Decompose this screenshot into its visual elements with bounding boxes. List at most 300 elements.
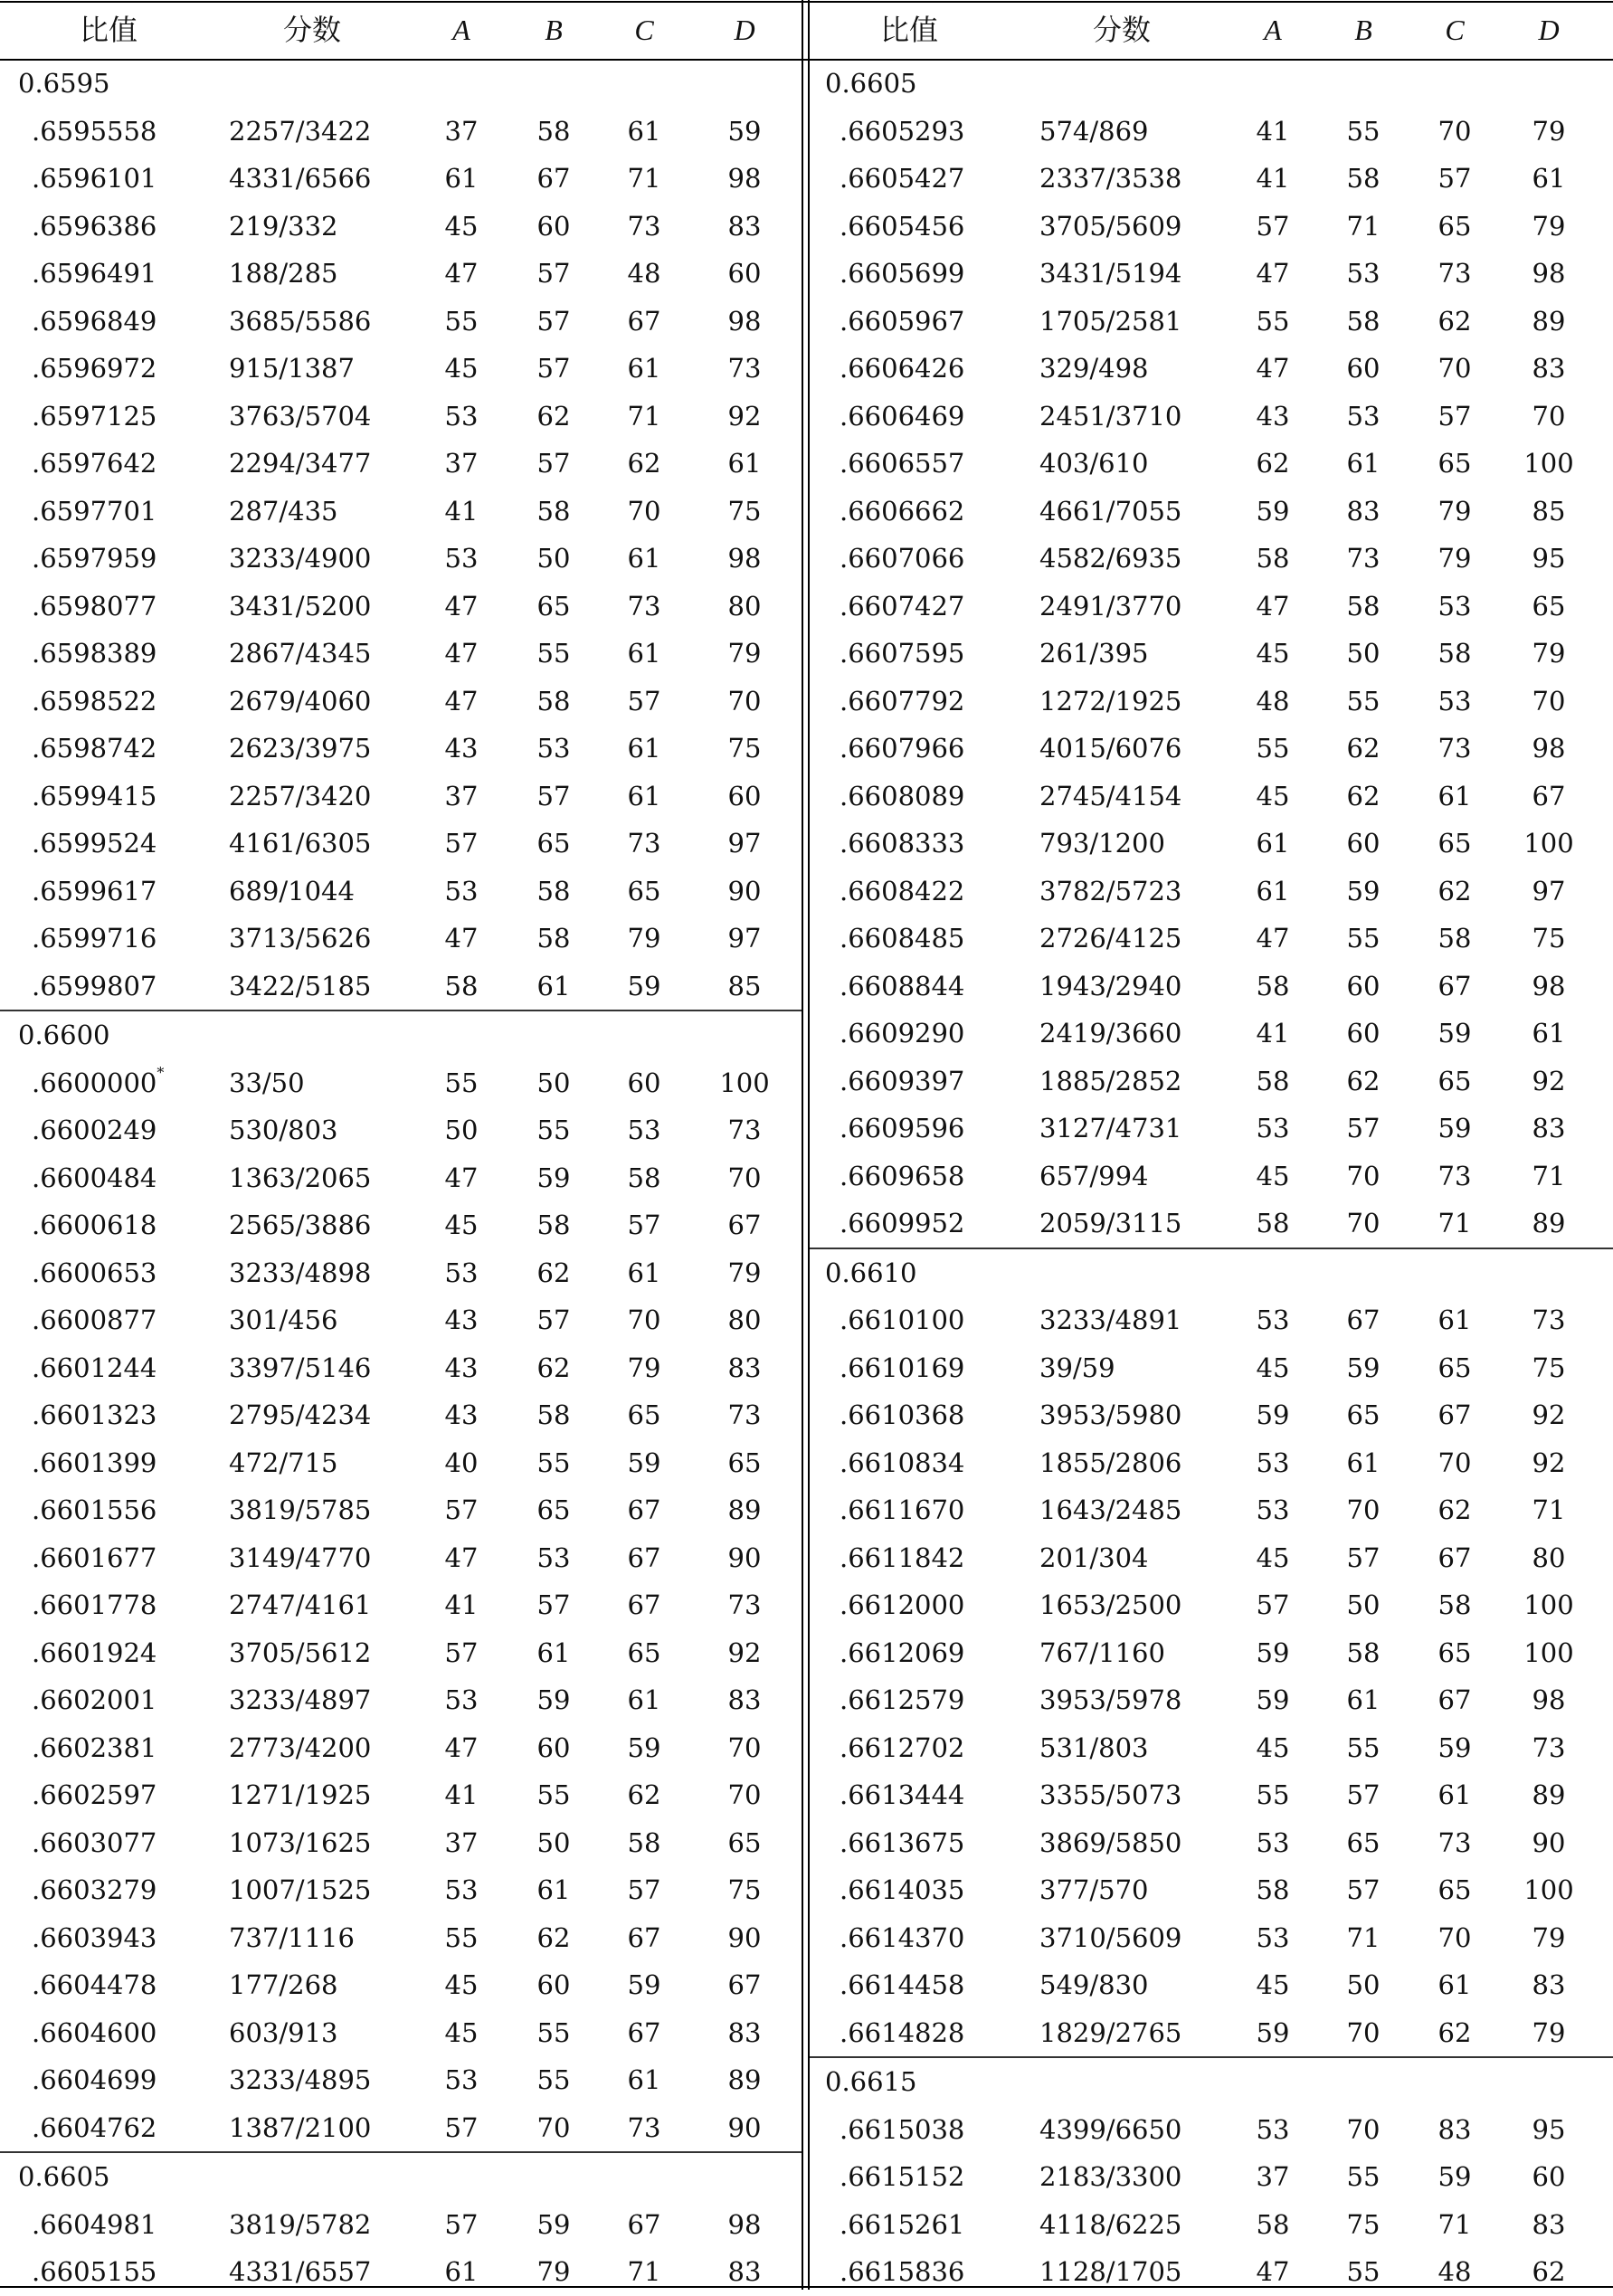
gear-d-cell: 80 bbox=[1532, 1542, 1566, 1573]
fraction-cell: 188/285 bbox=[229, 258, 338, 289]
gear-a-cell: 45 bbox=[1256, 1160, 1290, 1191]
gear-c-cell: 70 bbox=[1437, 1447, 1472, 1478]
ratio-cell bbox=[32, 440, 157, 488]
table-row bbox=[0, 2201, 802, 2249]
gear-c-cell: 58 bbox=[1437, 1589, 1472, 1620]
ratio-value: .6601244 bbox=[32, 1352, 157, 1383]
gear-b-cell: 57 bbox=[536, 258, 571, 289]
gear-c-cell: 70 bbox=[627, 1305, 661, 1335]
gear-c-cell: 59 bbox=[627, 1447, 661, 1478]
gear-d-cell: 73 bbox=[1532, 1731, 1566, 1763]
ratio-value: .6608422 bbox=[840, 875, 965, 906]
table-row bbox=[810, 1200, 1613, 1248]
gear-c-cell: 83 bbox=[1437, 2113, 1472, 2145]
gear-d-cell: 65 bbox=[727, 1826, 762, 1858]
gear-a-cell: 41 bbox=[1256, 1018, 1290, 1048]
ratio-value: .6614035 bbox=[840, 1874, 965, 1905]
gear-a-cell: 55 bbox=[444, 1921, 479, 1953]
ratio-value: .6608844 bbox=[840, 970, 965, 1001]
fraction-cell: 3233/4897 bbox=[229, 1684, 372, 1715]
gear-c-cell: 67 bbox=[1437, 970, 1472, 1001]
ratio-cell bbox=[32, 488, 157, 536]
ratio-value: .6605427 bbox=[840, 163, 965, 194]
gear-a-cell: 55 bbox=[1256, 733, 1290, 764]
table-row bbox=[0, 488, 802, 536]
table-row bbox=[0, 1249, 802, 1297]
gear-a-cell: 53 bbox=[1256, 1494, 1290, 1525]
gear-c-cell: 53 bbox=[1437, 685, 1472, 716]
ratio-value: .6606662 bbox=[840, 495, 965, 527]
fraction-cell: 2257/3422 bbox=[229, 115, 372, 147]
ratio-value: .6596491 bbox=[32, 258, 157, 289]
ratio-cell bbox=[32, 1296, 157, 1344]
gear-c-cell: 53 bbox=[1437, 590, 1472, 621]
table-row bbox=[810, 1629, 1613, 1677]
ratio-cell bbox=[840, 678, 964, 726]
table-row bbox=[810, 345, 1613, 393]
gear-b-cell: 55 bbox=[1346, 2256, 1381, 2287]
gear-a-cell: 45 bbox=[1256, 1542, 1290, 1573]
gear-b-cell: 70 bbox=[536, 2111, 571, 2143]
fraction-cell: 4331/6557 bbox=[229, 2256, 372, 2287]
gear-d-cell: 98 bbox=[1532, 733, 1566, 764]
ratio-cell bbox=[840, 1391, 964, 1439]
gear-c-cell: 57 bbox=[1437, 400, 1472, 432]
gear-a-cell: 61 bbox=[444, 163, 479, 194]
ratio-value: .6610100 bbox=[840, 1305, 965, 1335]
table-row bbox=[810, 2106, 1613, 2154]
gear-c-cell: 62 bbox=[627, 448, 661, 479]
gear-a-cell: 45 bbox=[444, 2016, 479, 2048]
gear-a-cell: 43 bbox=[444, 1305, 479, 1335]
ratio-cell bbox=[840, 393, 964, 441]
ratio-value: .6598522 bbox=[32, 685, 157, 716]
fraction-cell: 4661/7055 bbox=[1039, 495, 1182, 527]
gear-d-cell: 83 bbox=[727, 2016, 762, 2048]
gear-c-cell: 57 bbox=[627, 685, 661, 716]
ratio-value: .6602597 bbox=[32, 1779, 157, 1810]
gear-d-cell: 73 bbox=[727, 1399, 762, 1430]
gear-d-cell: 75 bbox=[727, 495, 762, 527]
gear-c-cell: 57 bbox=[1437, 163, 1472, 194]
gear-d-cell: 61 bbox=[1532, 1018, 1566, 1048]
gear-a-cell: 58 bbox=[1256, 1874, 1290, 1905]
ratio-cell bbox=[32, 630, 157, 678]
gear-b-cell: 50 bbox=[536, 543, 571, 574]
gear-c-cell: 61 bbox=[1437, 1779, 1472, 1810]
gear-d-cell: 59 bbox=[727, 115, 762, 147]
gear-a-cell: 53 bbox=[444, 1874, 479, 1905]
ratio-cell bbox=[840, 488, 964, 536]
ratio-cell bbox=[32, 2009, 157, 2057]
gear-a-cell: 53 bbox=[444, 1684, 479, 1715]
ratio-cell bbox=[840, 1866, 964, 1914]
gear-a-cell: 59 bbox=[1256, 2016, 1290, 2048]
gear-d-cell: 97 bbox=[727, 828, 762, 859]
ratio-cell bbox=[840, 1676, 964, 1724]
ratio-cell bbox=[840, 1771, 964, 1819]
gear-c-cell: 61 bbox=[627, 353, 661, 384]
header-d: D bbox=[734, 14, 755, 46]
ratio-cell bbox=[840, 1961, 964, 2009]
gear-c-cell: 61 bbox=[1437, 1305, 1472, 1335]
fraction-cell: 2867/4345 bbox=[229, 638, 372, 669]
ratio-value: .6612702 bbox=[840, 1731, 965, 1763]
ratio-value: .6609290 bbox=[840, 1018, 965, 1048]
gear-b-cell: 61 bbox=[1346, 448, 1381, 479]
header-b: B bbox=[545, 14, 563, 46]
table-row bbox=[0, 203, 802, 251]
gear-d-cell: 75 bbox=[727, 1874, 762, 1905]
gear-d-cell: 90 bbox=[727, 875, 762, 906]
gear-b-cell: 62 bbox=[1346, 780, 1381, 811]
ratio-value: .6596972 bbox=[32, 353, 157, 384]
fraction-cell: 3127/4731 bbox=[1039, 1113, 1182, 1143]
fraction-cell: 2679/4060 bbox=[229, 685, 372, 716]
gear-c-cell: 57 bbox=[627, 1210, 661, 1240]
ratio-value: .6601323 bbox=[32, 1399, 157, 1430]
ratio-value: .6608485 bbox=[840, 923, 965, 954]
gear-b-cell: 55 bbox=[536, 638, 571, 669]
fraction-cell: 3782/5723 bbox=[1039, 875, 1182, 906]
gear-a-cell: 53 bbox=[444, 875, 479, 906]
table-row bbox=[0, 108, 802, 156]
ratio-cell bbox=[840, 535, 964, 583]
ratio-value: .6600000 bbox=[32, 1067, 157, 1098]
ratio-value: .6605456 bbox=[840, 210, 965, 242]
gear-b-cell: 65 bbox=[536, 828, 571, 859]
gear-d-cell: 60 bbox=[727, 258, 762, 289]
fraction-cell: 2745/4154 bbox=[1039, 780, 1182, 811]
ratio-value: .6601924 bbox=[32, 1637, 157, 1668]
left-header bbox=[0, 0, 802, 60]
gear-b-cell: 58 bbox=[536, 923, 571, 954]
gear-b-cell: 71 bbox=[1346, 1921, 1381, 1953]
gear-b-cell: 62 bbox=[536, 1352, 571, 1383]
gear-a-cell: 45 bbox=[1256, 1969, 1290, 2000]
table-row bbox=[0, 1296, 802, 1344]
fraction-cell: 1271/1925 bbox=[229, 1779, 372, 1810]
gear-b-cell: 65 bbox=[536, 1494, 571, 1525]
fraction-cell: 3763/5704 bbox=[229, 400, 372, 432]
fraction-cell: 2726/4125 bbox=[1039, 923, 1182, 954]
gear-b-cell: 59 bbox=[536, 1684, 571, 1715]
gear-c-cell: 61 bbox=[627, 638, 661, 669]
gear-a-cell: 59 bbox=[1256, 495, 1290, 527]
gear-a-cell: 47 bbox=[444, 1162, 479, 1193]
gear-b-cell: 55 bbox=[536, 1115, 571, 1145]
gear-d-cell: 65 bbox=[727, 1447, 762, 1478]
gear-b-cell: 61 bbox=[536, 1874, 571, 1905]
group-header-row bbox=[0, 1010, 802, 1059]
fraction-cell: 377/570 bbox=[1039, 1874, 1149, 1905]
gear-c-cell: 59 bbox=[627, 970, 661, 1001]
gear-b-cell: 67 bbox=[1346, 1305, 1381, 1335]
ratio-value: .6604981 bbox=[32, 2208, 157, 2240]
gear-b-cell: 62 bbox=[536, 1257, 571, 1288]
gear-c-cell: 67 bbox=[627, 305, 661, 337]
ratio-cell bbox=[32, 1059, 164, 1107]
gear-d-cell: 100 bbox=[1523, 448, 1574, 479]
gear-a-cell: 55 bbox=[1256, 1779, 1290, 1810]
ratio-value: .6606426 bbox=[840, 353, 965, 384]
table-row bbox=[0, 1961, 802, 2009]
ratio-value: .6615261 bbox=[840, 2208, 965, 2240]
gear-b-cell: 53 bbox=[1346, 400, 1381, 432]
table-row bbox=[0, 1059, 802, 1107]
ratio-cell bbox=[840, 1581, 964, 1629]
ratio-value: .6611842 bbox=[840, 1542, 965, 1573]
gear-d-cell: 90 bbox=[1532, 1826, 1566, 1858]
gear-b-cell: 75 bbox=[1346, 2208, 1381, 2240]
fraction-cell: 3953/5980 bbox=[1039, 1399, 1182, 1430]
gear-b-cell: 58 bbox=[1346, 305, 1381, 337]
ratio-cell bbox=[32, 773, 157, 821]
gear-d-cell: 97 bbox=[1532, 875, 1566, 906]
ratio-cell bbox=[32, 2056, 157, 2104]
gear-d-cell: 83 bbox=[727, 2256, 762, 2287]
gear-a-cell: 45 bbox=[444, 1969, 479, 2000]
ratio-cell bbox=[32, 535, 157, 583]
gear-c-cell: 67 bbox=[627, 1589, 661, 1620]
gear-b-cell: 59 bbox=[1346, 875, 1381, 906]
table-row bbox=[0, 2009, 802, 2057]
ratio-value: .6611670 bbox=[840, 1494, 965, 1525]
gear-b-cell: 58 bbox=[536, 1210, 571, 1240]
table-row bbox=[0, 1676, 802, 1724]
gear-c-cell: 67 bbox=[627, 1921, 661, 1953]
gear-b-cell: 50 bbox=[1346, 1969, 1381, 2000]
gear-c-cell: 71 bbox=[1437, 2208, 1472, 2240]
ratio-value: .6609952 bbox=[840, 1208, 965, 1238]
table-row bbox=[810, 630, 1613, 678]
ratio-value: .6605699 bbox=[840, 258, 965, 289]
table-row bbox=[810, 583, 1613, 631]
fraction-cell: 915/1387 bbox=[229, 353, 355, 384]
gear-d-cell: 83 bbox=[1532, 1969, 1566, 2000]
right-rows bbox=[810, 60, 1613, 2296]
fraction-cell: 4331/6566 bbox=[229, 163, 372, 194]
gear-b-cell: 55 bbox=[536, 1447, 571, 1478]
ratio-cell bbox=[32, 1154, 157, 1202]
ratio-cell bbox=[840, 1153, 964, 1200]
gear-a-cell: 57 bbox=[444, 2111, 479, 2143]
table-row bbox=[810, 2248, 1613, 2296]
gear-c-cell: 73 bbox=[1437, 258, 1472, 289]
gear-b-cell: 83 bbox=[1346, 495, 1381, 527]
ratio-value: .6597642 bbox=[32, 448, 157, 479]
gear-c-cell: 62 bbox=[1437, 875, 1472, 906]
gear-d-cell: 75 bbox=[1532, 923, 1566, 954]
fraction-cell: 3819/5782 bbox=[229, 2208, 372, 2240]
table-row bbox=[0, 1486, 802, 1534]
gear-d-cell: 98 bbox=[727, 305, 762, 337]
ratio-value: .6607066 bbox=[840, 543, 965, 574]
ratio-value: .6599807 bbox=[32, 970, 157, 1001]
gear-a-cell: 45 bbox=[444, 353, 479, 384]
gear-b-cell: 71 bbox=[1346, 210, 1381, 242]
group-label: 0.6600 bbox=[18, 1020, 110, 1050]
gear-b-cell: 57 bbox=[536, 780, 571, 811]
fraction-cell: 2773/4200 bbox=[229, 1731, 372, 1763]
ratio-cell bbox=[32, 1724, 157, 1772]
gear-d-cell: 89 bbox=[1532, 305, 1566, 337]
ratio-cell bbox=[840, 963, 964, 1010]
gear-a-cell: 57 bbox=[444, 1494, 479, 1525]
gear-a-cell: 53 bbox=[444, 543, 479, 574]
fraction-cell: 2183/3300 bbox=[1039, 2161, 1182, 2192]
gear-c-cell: 65 bbox=[627, 875, 661, 906]
gear-b-cell: 60 bbox=[1346, 828, 1381, 859]
table-row bbox=[810, 393, 1613, 441]
fraction-cell: 3233/4900 bbox=[229, 543, 372, 574]
ratio-cell bbox=[840, 915, 964, 963]
ratio-cell bbox=[32, 155, 157, 203]
gear-b-cell: 58 bbox=[536, 115, 571, 147]
gear-d-cell: 80 bbox=[727, 590, 762, 621]
ratio-value: .6602381 bbox=[32, 1731, 157, 1763]
ratio-value: .6605967 bbox=[840, 305, 965, 337]
fraction-cell: 3710/5609 bbox=[1039, 1921, 1182, 1953]
gear-c-cell: 60 bbox=[627, 1067, 661, 1098]
table-row bbox=[0, 1629, 802, 1677]
table-row bbox=[0, 535, 802, 583]
fraction-cell: 3705/5609 bbox=[1039, 210, 1182, 242]
ratio-cell bbox=[32, 203, 157, 251]
gear-c-cell: 65 bbox=[1437, 1352, 1472, 1383]
left-panel bbox=[0, 0, 802, 2290]
gear-d-cell: 79 bbox=[727, 1257, 762, 1288]
ratio-cell bbox=[32, 1629, 157, 1677]
gear-d-cell: 89 bbox=[727, 2064, 762, 2095]
fraction-cell: 3233/4891 bbox=[1039, 1305, 1182, 1335]
ratio-value: .6615038 bbox=[840, 2113, 965, 2145]
fraction-cell: 287/435 bbox=[229, 495, 338, 527]
ratio-value: .6603077 bbox=[32, 1826, 157, 1858]
gear-c-cell: 62 bbox=[627, 1779, 661, 1810]
ratio-cell bbox=[32, 1914, 157, 1962]
gear-a-cell: 37 bbox=[444, 780, 479, 811]
gear-a-cell: 61 bbox=[444, 2256, 479, 2287]
fraction-cell: 3685/5586 bbox=[229, 305, 372, 337]
group-header-row bbox=[0, 60, 802, 108]
table-row bbox=[810, 1676, 1613, 1724]
gear-a-cell: 47 bbox=[444, 923, 479, 954]
ratio-cell bbox=[32, 1771, 157, 1819]
gear-a-cell: 47 bbox=[444, 1542, 479, 1573]
table-row bbox=[0, 298, 802, 346]
ratio-cell bbox=[840, 1486, 964, 1534]
ratio-value: .6607427 bbox=[840, 590, 965, 621]
gear-a-cell: 58 bbox=[1256, 543, 1290, 574]
table-row bbox=[810, 963, 1613, 1010]
gear-b-cell: 61 bbox=[1346, 1447, 1381, 1478]
table-row bbox=[0, 820, 802, 868]
gear-b-cell: 60 bbox=[536, 1969, 571, 2000]
fraction-cell: 472/715 bbox=[229, 1447, 338, 1478]
fraction-cell: 3422/5185 bbox=[229, 970, 372, 1001]
table-row bbox=[810, 203, 1613, 251]
gear-d-cell: 97 bbox=[727, 923, 762, 954]
header-d: D bbox=[1538, 14, 1560, 46]
ratio-cell bbox=[840, 773, 964, 821]
gear-c-cell: 65 bbox=[1437, 1065, 1472, 1096]
ratio-cell bbox=[32, 583, 157, 631]
gear-a-cell: 47 bbox=[444, 1731, 479, 1763]
gear-a-cell: 37 bbox=[444, 115, 479, 147]
gear-c-cell: 73 bbox=[627, 210, 661, 242]
gear-c-cell: 67 bbox=[627, 1542, 661, 1573]
fraction-cell: 1885/2852 bbox=[1039, 1065, 1182, 1096]
ratio-cell bbox=[32, 108, 157, 156]
gear-a-cell: 58 bbox=[1256, 970, 1290, 1001]
table-row bbox=[0, 725, 802, 773]
gear-a-cell: 58 bbox=[1256, 1065, 1290, 1096]
gear-c-cell: 62 bbox=[1437, 1494, 1472, 1525]
table-row bbox=[0, 1391, 802, 1439]
ratio-cell bbox=[840, 1534, 964, 1582]
fraction-cell: 2419/3660 bbox=[1039, 1018, 1182, 1048]
ratio-value: .6610169 bbox=[840, 1352, 965, 1383]
ratio-cell bbox=[32, 1581, 157, 1629]
gear-c-cell: 70 bbox=[627, 495, 661, 527]
fraction-cell: 574/869 bbox=[1039, 115, 1149, 147]
gear-c-cell: 73 bbox=[1437, 733, 1472, 764]
gear-a-cell: 37 bbox=[444, 448, 479, 479]
gear-d-cell: 60 bbox=[1532, 2161, 1566, 2192]
ratio-mark: * bbox=[157, 1063, 165, 1081]
ratio-cell bbox=[840, 345, 964, 393]
ratio-value: .6598742 bbox=[32, 733, 157, 764]
gear-c-cell: 70 bbox=[1437, 353, 1472, 384]
table-row bbox=[810, 108, 1613, 156]
gear-a-cell: 45 bbox=[1256, 780, 1290, 811]
ratio-cell bbox=[32, 1534, 157, 1582]
gear-b-cell: 60 bbox=[1346, 1018, 1381, 1048]
gear-c-cell: 79 bbox=[627, 1352, 661, 1383]
table-row bbox=[0, 2248, 802, 2296]
gear-c-cell: 59 bbox=[1437, 2161, 1472, 2192]
ratio-value: .6614828 bbox=[840, 2016, 965, 2048]
ratio-value: .6599617 bbox=[32, 875, 157, 906]
gear-b-cell: 55 bbox=[536, 1779, 571, 1810]
ratio-cell bbox=[840, 1105, 964, 1153]
gear-a-cell: 53 bbox=[1256, 1305, 1290, 1335]
ratio-value: .6595558 bbox=[32, 115, 157, 147]
gear-c-cell: 58 bbox=[627, 1826, 661, 1858]
ratio-value: .6599415 bbox=[32, 780, 157, 811]
group-label: 0.6595 bbox=[18, 68, 110, 99]
table-row bbox=[810, 1391, 1613, 1439]
ratio-value: .6598389 bbox=[32, 638, 157, 669]
ratio-cell bbox=[32, 1439, 157, 1487]
fraction-cell: 3233/4898 bbox=[229, 1257, 372, 1288]
gear-a-cell: 47 bbox=[444, 258, 479, 289]
ratio-value: .6608333 bbox=[840, 828, 965, 859]
gear-d-cell: 62 bbox=[1532, 2256, 1566, 2287]
group-label: 0.6605 bbox=[825, 68, 917, 99]
gear-c-cell: 59 bbox=[1437, 1018, 1472, 1048]
ratio-value: .6600618 bbox=[32, 1210, 157, 1240]
gear-d-cell: 89 bbox=[1532, 1779, 1566, 1810]
ratio-value: .6599524 bbox=[32, 828, 157, 859]
gear-b-cell: 55 bbox=[1346, 923, 1381, 954]
fraction-cell: 3233/4895 bbox=[229, 2064, 372, 2095]
gear-d-cell: 100 bbox=[719, 1067, 770, 1098]
table-row bbox=[0, 1819, 802, 1867]
right-panel bbox=[810, 0, 1613, 2290]
gear-d-cell: 90 bbox=[727, 2111, 762, 2143]
